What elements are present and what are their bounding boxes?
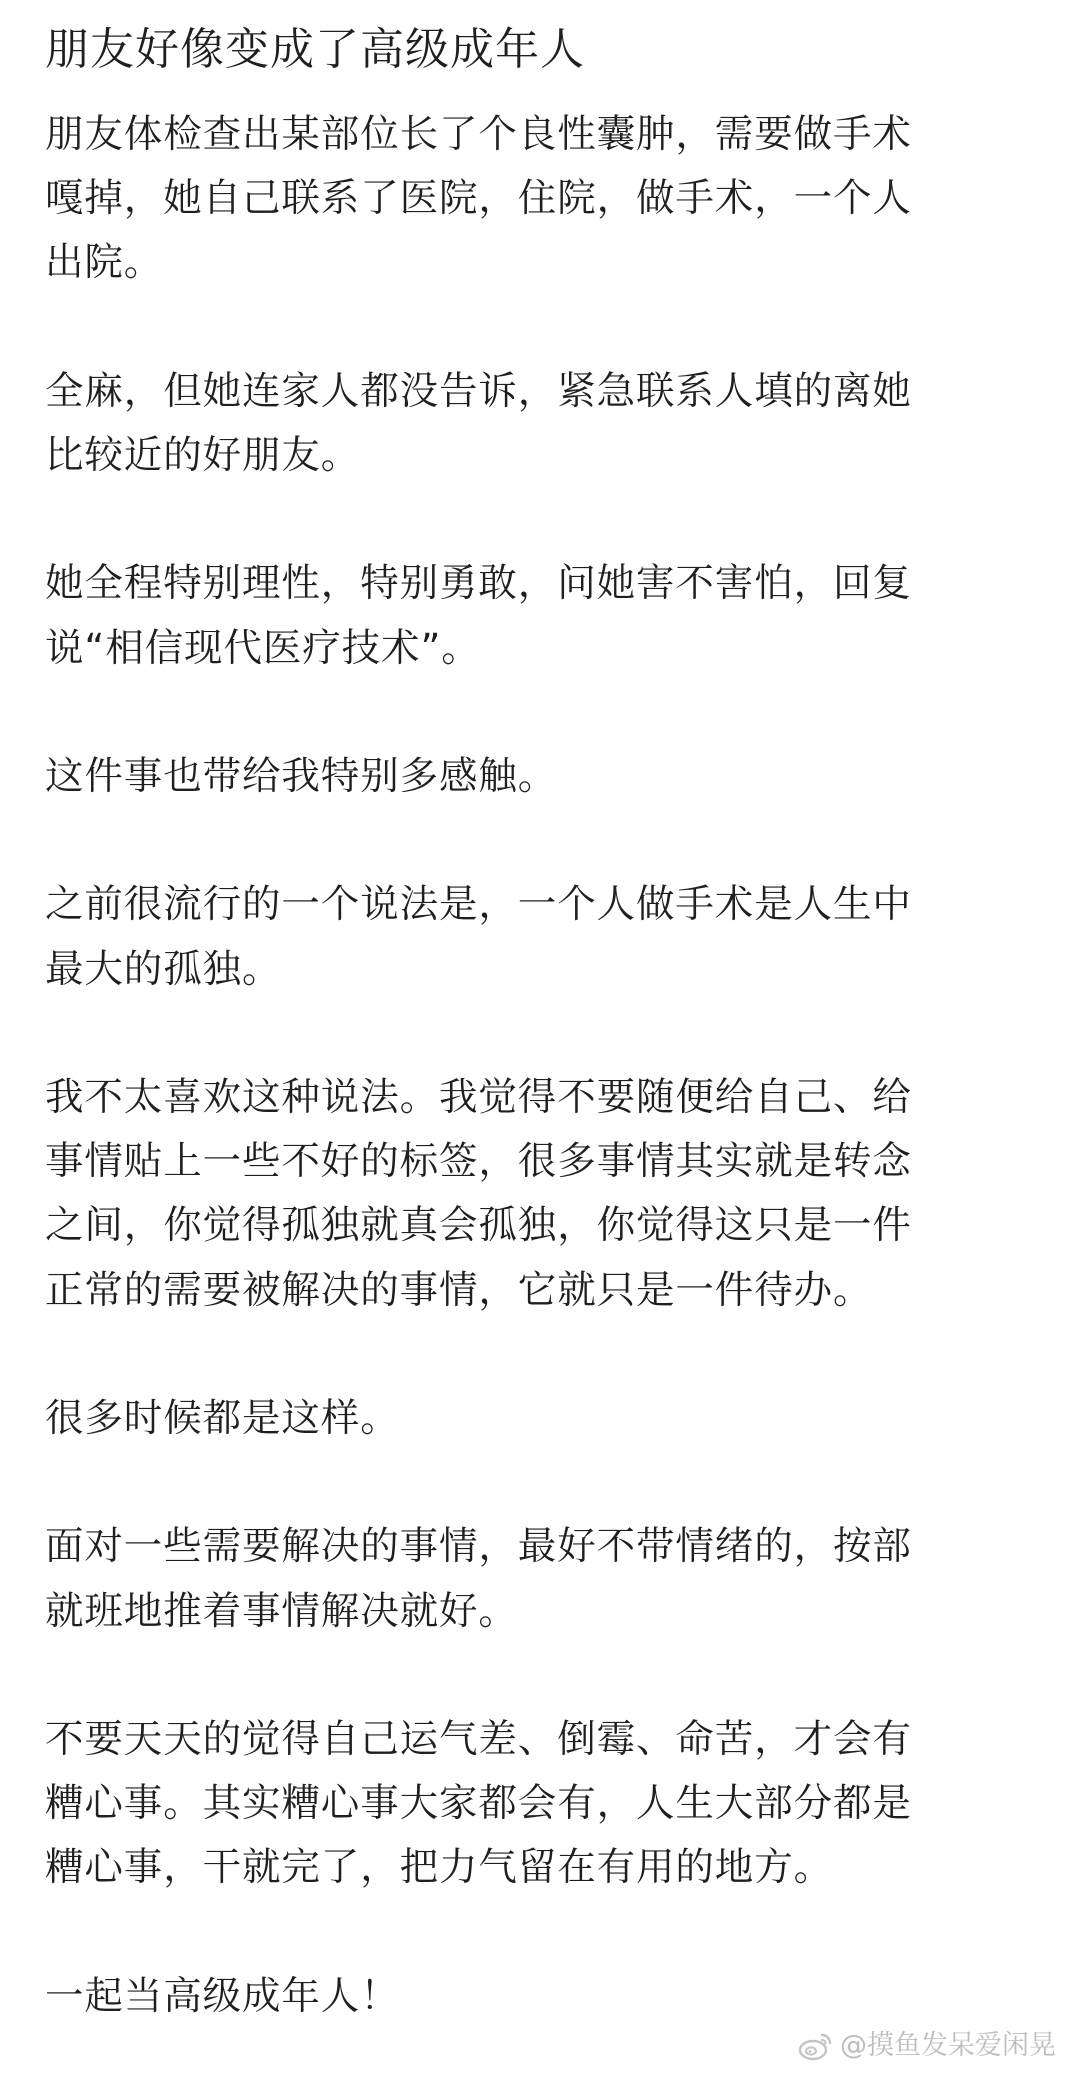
paragraph (45, 745, 1035, 809)
post-title: 朋友好像变成了高级成年人 (45, 24, 585, 75)
text-line: 之前很流行的一个说法是，一个人做手术是人生中 (45, 882, 912, 928)
text-line: 之间，你觉得孤独就真会孤独，你觉得这只是一件 (45, 1203, 912, 1249)
paragraph (45, 1066, 1035, 1323)
text-line: 不要天天的觉得自己运气差、倒霉、命苦，才会有 (45, 1716, 912, 1762)
text-line: 最大的孤独。 (45, 946, 282, 992)
text-line: 就班地推着事情解决就好。 (45, 1588, 518, 1634)
watermark (798, 2029, 1056, 2063)
paragraph (45, 552, 1035, 680)
text-line: 事情贴上一些不好的标签，很多事情其实就是转念 (45, 1139, 912, 1185)
paragraph (45, 873, 1035, 1001)
text-line: 出院。 (45, 240, 164, 286)
paragraph (45, 103, 1035, 296)
text-line: 很多时候都是这样。 (45, 1395, 400, 1441)
text-line: 这件事也带给我特别多感触。 (45, 753, 558, 799)
text-line: 她全程特别理性，特别勇敢，问她害不害怕，回复 (45, 561, 912, 607)
post-body (45, 103, 1035, 2093)
watermark-handle: @摸鱼发呆爱闲晃 (840, 2030, 1056, 2061)
text-line: 糟心事，干就完了，把力气留在有用的地方。 (45, 1845, 834, 1891)
text-line: 面对一些需要解决的事情，最好不带情绪的，按部 (45, 1524, 912, 1570)
text-line: 嘎掉，她自己联系了医院，住院，做手术，一个人 (45, 176, 912, 222)
weibo-logo-icon (798, 2031, 834, 2061)
paragraph (45, 1515, 1035, 1643)
text-line: 说“相信现代医疗技术”。 (45, 625, 481, 671)
text-line: 正常的需要被解决的事情，它就只是一件待办。 (45, 1267, 873, 1313)
text-line: 全麻，但她连家人都没告诉，紧急联系人填的离她 (45, 368, 912, 414)
text-line: 一起当高级成年人！ (45, 1973, 400, 2019)
text-line: 我不太喜欢这种说法。我觉得不要随便给自己、给 (45, 1074, 912, 1120)
paragraph (45, 360, 1035, 488)
text-line: 朋友体检查出某部位长了个良性囊肿，需要做手术 (45, 112, 912, 157)
paragraph (45, 1965, 1035, 2029)
paragraph (45, 1708, 1035, 1901)
paragraph (45, 1387, 1035, 1451)
text-line: 糟心事。其实糟心事大家都会有，人生大部分都是 (45, 1781, 912, 1827)
text-line: 比较近的好朋友。 (45, 433, 361, 478)
